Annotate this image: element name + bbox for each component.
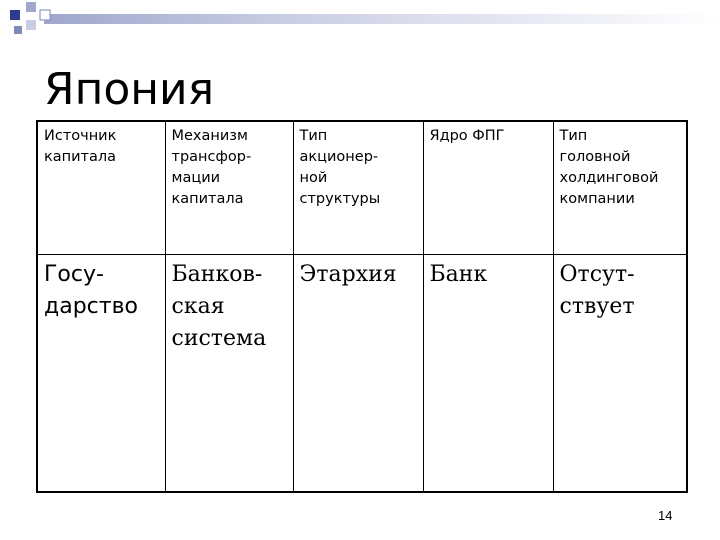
table-cell — [553, 255, 687, 493]
table-cell — [293, 255, 423, 493]
table-row — [37, 255, 687, 493]
deco-square-outline — [40, 10, 50, 20]
decorative-header-band — [0, 0, 720, 50]
header-shareholder-structure: Тип акционер- ной структуры — [299, 128, 381, 208]
cell-capital-source: Госу- дарство — [44, 262, 138, 319]
cell-transformation-mechanism: Банков- ская система — [171, 262, 267, 351]
table-header-cell — [553, 121, 687, 255]
cell-shareholder-structure: Этархия — [299, 262, 397, 287]
table-cell — [37, 255, 165, 493]
header-transformation-mechanism: Механизм трансфор- мации капитала — [171, 128, 252, 208]
deco-square-mid — [26, 2, 36, 12]
deco-square-dark — [10, 10, 20, 20]
cell-fig-core: Банк — [429, 262, 488, 287]
comparison-table — [36, 120, 688, 493]
deco-square-light — [26, 20, 36, 30]
header-capital-source: Источник капитала — [44, 128, 117, 166]
table-header-cell — [37, 121, 165, 255]
page-number: 14 — [658, 508, 673, 523]
table-header-cell — [165, 121, 293, 255]
header-fig-core: Ядро ФПГ — [429, 128, 505, 144]
table-header-cell — [423, 121, 553, 255]
table-cell — [165, 255, 293, 493]
page-title: Япония — [44, 64, 215, 115]
cell-holding-company-type: Отсут- ствует — [559, 262, 635, 319]
header-holding-company-type: Тип головной холдинговой компании — [559, 128, 659, 208]
deco-square-small — [14, 26, 22, 34]
table-header-row — [37, 121, 687, 255]
table-header-cell — [293, 121, 423, 255]
table-cell — [423, 255, 553, 493]
